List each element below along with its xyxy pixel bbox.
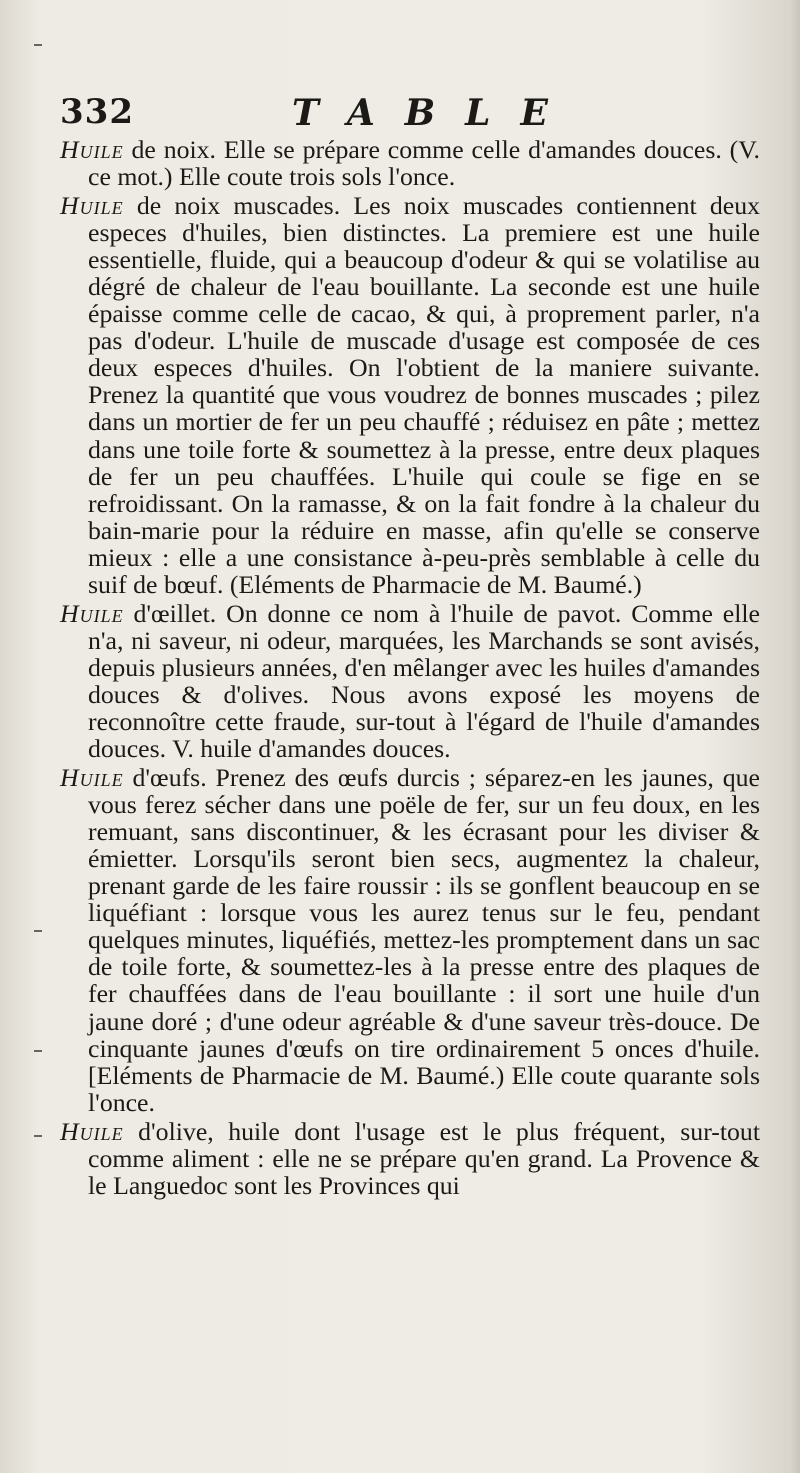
- page-header: [60, 92, 760, 136]
- entry-headword: Huile: [60, 191, 124, 221]
- margin-mark: [34, 44, 42, 46]
- entry-headword: Huile: [60, 763, 124, 793]
- entry-text: de noix. Elle se prépare comme celle d'amandes douces. (V. ce mot.) Elle coute trois sols l'once.: [88, 135, 761, 192]
- entry-headword: Huile: [60, 598, 124, 628]
- entry-huile-d-oeillet: [60, 600, 760, 762]
- entry-huile-d-olive: [60, 1118, 760, 1199]
- entry-text: de noix muscades. Les noix muscades contiennent deux especes d'huiles, bien distinctes. La premiere est une huile essentielle, fluide, qui a beaucoup d'odeur & qui se volatilise au dégré de chaleur de l'eau bouillante. La seconde est une huile épaisse comme celle de cacao, & qui, à proprement parler, n'a pas d'odeur. L'huile de muscade d'usage est composée de ces deux especes d'huiles. On l'obtient de la maniere suivante. Prenez la quantité que vous voudrez de bonnes muscades ; pilez dans un mortier de fer un peu chauffé ; réduisez en pâte ; mettez dans une toile forte & soumettez à la presse, entre deux plaques de fer un peu chauffées. L'huile qui coule se fige en se refroidissant. On la ramasse, & on la fait fondre à la chaleur du bain-marie pour la réduire en masse, afin qu'elle se conserve mieux : elle a une consistance à-peu-près semblable à celle du suif de bœuf. (Eléments de Pharmacie de M. Baumé.): [88, 191, 761, 599]
- page-number: 332: [60, 92, 134, 132]
- entry-headword: Huile: [60, 135, 124, 164]
- entry-huile-de-noix: [60, 136, 760, 190]
- margin-mark: [34, 930, 42, 932]
- entry-headword: Huile: [60, 1116, 124, 1146]
- entry-text: d'œufs. Prenez des œufs durcis ; séparez-en les jaunes, que vous ferez sécher dans une poële de fer, sur un feu doux, en les remuant, sans discontinuer, & les écrasant pour les diviser & émietter. Lorsqu'ils seront bien secs, augmentez la chaleur, prenant garde de les faire roussir : ils se gonflent beaucoup en se liquéfiant : lorsque vous les aurez tenus sur le feu, pendant quelques minutes, liquéfiés, mettez-les promptement dans un sac de toile forte, & soumettez-les à la presse entre des plaques de fer chauffées dans de l'eau bouillante : il sort une huile d'un jaune doré ; d'une odeur agréable & d'une saveur très-douce. De cinquante jaunes d'œufs on tire ordinairement 5 onces d'huile. [Eléments de Pharmacie de M. Baumé.) Elle coute quarante sols l'once.: [88, 763, 760, 1117]
- running-title: TABLE: [292, 92, 578, 134]
- entry-text: d'œillet. On donne ce nom à l'huile de pavot. Comme elle n'a, ni saveur, ni odeur, marquées, les Marchands se sont avisés, depuis plusieurs années, d'en mêlanger avec les huiles d'amandes douces & d'olives. Nous avons exposé les moyens de reconnoître cette fraude, sur-tout à l'égard de l'huile d'amandes douces. V. huile d'amandes douces.: [88, 598, 760, 764]
- margin-mark: [34, 1135, 42, 1137]
- margin-mark: [34, 1050, 42, 1052]
- entry-huile-d-oeufs: [60, 764, 760, 1116]
- entry-list: [60, 136, 760, 1201]
- entry-huile-de-noix-muscades: [60, 192, 760, 598]
- entry-text: d'olive, huile dont l'usage est le plus fréquent, sur-tout comme aliment : elle ne se prépare qu'en grand. La Provence & le Languedoc sont les Provinces qui: [88, 1116, 761, 1200]
